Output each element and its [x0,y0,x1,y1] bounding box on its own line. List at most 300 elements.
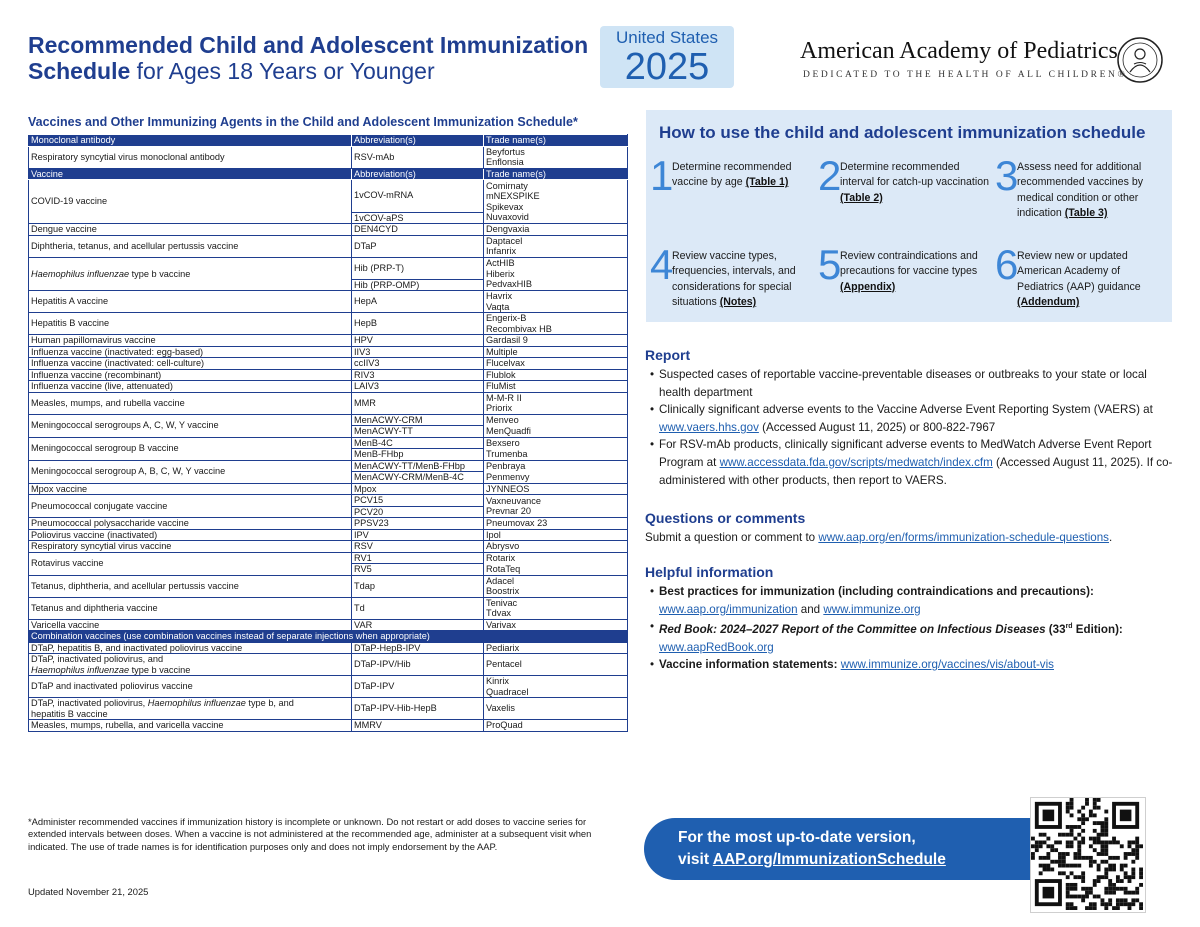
trade-name-line: Priorix [486,403,513,413]
table-row [29,676,628,698]
trade-names [484,346,628,358]
step-text: Determine recommended vaccine by age (Table 1) [672,161,792,189]
vaccine-name-line: Human papillomavirus vaccine [31,335,156,345]
vaccine-name-line: Varicella vaccine [31,619,100,630]
abbreviation-line: IIV3 [354,346,371,357]
vaccine-abbreviation [352,518,484,530]
vaccine-name [29,642,352,654]
trade-name-line: Infanrix [486,246,517,256]
vaccine-name-line: hepatitis B vaccine [31,708,108,719]
step-number: 3 [995,152,1019,199]
vaccine-name-line: Pneumococcal polysaccharide vaccine [31,518,189,528]
table-row [29,541,628,553]
report-list [652,366,1177,489]
vaccine-name-line: Mpox vaccine [31,483,88,494]
vaccine-abbreviation [352,257,484,291]
vaccine-abbreviation [352,146,484,168]
abbreviation-line: RV5 [352,563,483,575]
vaccine-name-line: Influenza vaccine (inactivated: cell-culture) [31,358,205,368]
trade-name-line: Flucelvax [486,358,525,368]
trade-names [484,720,628,732]
column-header: Vaccine [29,168,352,180]
vaccine-name [29,313,352,335]
trade-name-line: Engerix-B [486,313,527,323]
trade-name-line: Dengvaxia [486,224,530,234]
trade-name-line: Daptacel [486,235,523,246]
vaccine-abbreviation [352,313,484,335]
vaccine-name [29,619,352,631]
table-row [29,146,628,168]
helpful-list [652,583,1177,674]
table-row [29,224,628,236]
trade-names [484,676,628,698]
vaccine-abbreviation [352,483,484,495]
trade-name-line: PedvaxHIB [486,279,532,289]
abbreviation-line: DTaP-IPV-Hib-HepB [354,703,437,714]
vaccine-name [29,180,352,224]
vaccine-name [29,335,352,347]
vaccine-abbreviation [352,235,484,257]
trade-name-line: Abrysvo [486,541,520,551]
trade-name-line: Boostrix [486,586,520,596]
vaccine-name [29,358,352,370]
vaccine-name-line: COVID-19 vaccine [31,196,108,207]
table-row [29,720,628,732]
table-row [29,495,628,518]
column-header: Monoclonal antibody [29,135,352,147]
step-text: Review contraindications and precautions for vaccine types (Appendix) [840,250,978,293]
abbreviation-line: MenACWY-CRM [354,414,423,425]
vaccine-abbreviation [352,676,484,698]
aap-immunization-link[interactable]: www.aap.org/immunization [659,602,798,616]
vaccine-name-line: Diphtheria, tetanus, and acellular pertussis vaccine [31,240,239,251]
vaccine-name-line: Pneumococcal conjugate vaccine [31,500,168,511]
questions-link[interactable]: www.aap.org/en/forms/immunization-schedule-questions [818,531,1109,544]
trade-names [484,257,628,291]
step-link[interactable]: (Table 3) [1064,207,1108,220]
trade-names [484,518,628,530]
trade-name-line: Recombivax HB [486,323,552,334]
table-row [29,235,628,257]
abbreviation-line: 1vCOV-mRNA [354,190,414,200]
how-to-title: How to use the child and adolescent immunization schedule [659,123,1146,142]
vaccine-abbreviation [352,414,484,437]
vaccine-abbreviation [352,552,484,575]
vaccine-abbreviation [352,369,484,381]
trade-name-line: Vaxneuvance [486,495,541,506]
abbreviation-line: Mpox [354,483,377,494]
table-title: Vaccines and Other Immunizing Agents in the Child and Adolescent Immunization Schedule* [28,115,578,129]
vaccine-abbreviation [352,541,484,553]
report-item-2: • Clinically significant adverse events to the Vaccine Adverse Event Reporting System (VAERS) at www.vaers.hhs.gov (Accessed August 11, 2025) or 800-822-7967 [652,401,1177,436]
trade-name-line: Gardasil 9 [486,335,528,345]
vaccine-name-line: Meningococcal serogroups A, C, W, Y vaccine [31,420,219,431]
abbreviation-line: MenB-FHbp [352,448,483,460]
trade-name-line: Vaqta [486,301,510,312]
vis-link[interactable]: www.immunize.org/vaccines/vis/about-vis [840,658,1054,672]
vaccine-name [29,529,352,541]
year-badge [600,26,734,88]
vaccine-name-line: Influenza vaccine (recombinant) [31,369,162,380]
vaccine-abbreviation [352,358,484,370]
trade-name-line: Multiple [486,346,518,357]
abbreviation-line: MenB-4C [354,437,393,448]
abbreviation-line: RV1 [354,552,372,563]
abbreviation-line: PCV20 [352,506,483,518]
abbreviation-line: MenACWY-TT/MenB-FHbp [354,460,465,471]
vaccine-name [29,257,352,291]
trade-names [484,313,628,335]
step-link[interactable]: (Table 2) [840,191,883,204]
vaccine-abbreviation [352,654,484,676]
column-header: Abbreviation(s) [352,135,484,147]
vaccine-name [29,235,352,257]
table-row [29,346,628,358]
trade-names [484,224,628,236]
vaccine-name [29,369,352,381]
trade-names [484,698,628,720]
trade-names [484,483,628,495]
vaccine-name [29,698,352,720]
trade-name-line: Ipol [486,529,501,540]
trade-names [484,575,628,597]
vaccine-abbreviation [352,460,484,483]
vaccine-name-line: DTaP, inactivated poliovirus, and [31,654,164,664]
table-row [29,518,628,530]
trade-names [484,369,628,381]
table-row [29,180,628,224]
vaccine-abbreviation [352,575,484,597]
vaccine-abbreviation [352,437,484,460]
combination-header: Combination vaccines (use combination vaccines instead of separate injections when appropriate) [29,631,628,643]
step-3 [995,152,1165,228]
report-heading: Report [645,347,691,363]
abbreviation-line: DTaP [354,240,377,251]
abbreviation-line: DTaP-HepB-IPV [354,642,421,653]
helpful-heading: Helpful information [645,564,774,580]
questions-text: Submit a question or comment to www.aap.org/en/forms/immunization-schedule-questions. [645,531,1113,544]
step-number: 4 [650,241,674,288]
abbreviation-line: MenACWY-CRM/MenB-4C [352,471,483,483]
vaccine-name [29,720,352,732]
step-number: 2 [818,152,842,199]
abbreviation-line: RSV [354,541,373,551]
trade-names [484,495,628,518]
questions-heading: Questions or comments [645,510,806,526]
trade-name-line: Tdvax [486,608,512,618]
vaccine-abbreviation [352,224,484,236]
abbreviation-line: PCV15 [354,495,384,505]
vaccine-abbreviation [352,642,484,654]
abbreviation-line: VAR [354,619,373,630]
vaccine-name [29,392,352,414]
vaccine-abbreviation [352,335,484,347]
abbreviation-line: HepA [354,296,377,307]
vaccine-name [29,437,352,460]
vaccine-table [28,134,628,732]
trade-names [484,437,628,460]
trade-name-line: Adacel [486,575,515,586]
helpful-item-1: • Best practices for immunization (including contraindications and precautions): www.aap.org/immunization and www.immunize.org [652,583,1177,618]
trade-names [484,552,628,575]
abbreviation-line: ccIIV3 [354,358,380,368]
vaccine-name [29,146,352,168]
trade-name-line: Flublok [486,369,516,380]
trade-name-line: Menveo [486,415,519,425]
trade-name-line: ProQuad [486,720,523,730]
table-row [29,291,628,313]
org-name: American Academy of Pediatrics [800,38,1118,64]
vaccine-name-line: Hepatitis A vaccine [31,296,109,307]
step-text: Review vaccine types, frequencies, intervals, and considerations for special situations (Notes) [672,250,796,309]
vaccine-name [29,224,352,236]
vaccine-abbreviation [352,346,484,358]
trade-name-line: Tenivac [486,597,518,608]
vaccine-name-line: Measles, mumps, rubella, and varicella vaccine [31,720,224,730]
trade-names [484,642,628,654]
vaccine-name-line: Poliovirus vaccine (inactivated) [31,529,158,540]
vaccine-abbreviation [352,698,484,720]
trade-name-line: Comirnaty [486,180,528,191]
trade-name-line: Quadracel [486,686,529,697]
vaccine-name [29,291,352,313]
step-text: Determine recommended interval for catch-up vaccination (Table 2) [840,161,989,204]
abbreviation-line: DEN4CYD [354,224,398,234]
step-5 [818,241,988,317]
vaccine-name-line: Haemophilus influenzae type b vaccine [31,664,191,675]
page-title [28,32,598,84]
vaccine-name-line: Influenza vaccine (live, attenuated) [31,381,173,391]
vaccine-name-line: Haemophilus influenzae type b vaccine [31,268,191,279]
vaccine-name [29,597,352,619]
step-number: 6 [995,241,1019,288]
vaccine-abbreviation [352,619,484,631]
step-number: 5 [818,241,842,288]
trade-name-line: Penmenvy [486,471,530,482]
vaccine-name-line: Tetanus, diphtheria, and acellular pertussis vaccine [31,580,239,591]
trade-names [484,335,628,347]
step-link[interactable]: (Addendum) [1017,296,1080,309]
trade-name-line: Pentacel [486,659,522,670]
abbreviation-line: Td [354,602,365,613]
table-section-header [29,168,628,180]
qr-code-icon[interactable] [1030,797,1146,913]
step-6 [995,241,1165,317]
vaers-link[interactable]: www.vaers.hhs.gov [659,420,759,434]
vaccine-name [29,518,352,530]
trade-names [484,358,628,370]
trade-name-line: Hiberix [486,268,515,279]
report-item-1: • Suspected cases of reportable vaccine-preventable diseases or outbreaks to your state or local health department [652,366,1177,401]
redbook-link[interactable]: www.aapRedBook.org [659,640,774,654]
trade-names [484,291,628,313]
abbreviation-line: DTaP-IPV [354,681,395,692]
trade-name-line: Enflonsia [486,157,524,167]
table-row [29,698,628,720]
medwatch-link[interactable]: www.accessdata.fda.gov/scripts/medwatch/index.cfm [719,455,993,469]
table-row [29,529,628,541]
step-1 [650,152,820,228]
vaccine-name [29,541,352,553]
table-row [29,642,628,654]
vaccine-name [29,552,352,575]
step-2 [818,152,989,228]
title-line1: Recommended Child and Adolescent Immunization [28,32,589,58]
title-line2-bold: Schedule [28,58,131,84]
vaccine-abbreviation [352,720,484,732]
abbreviation-line: MMR [354,397,376,408]
table-row [29,460,628,483]
cta-line1: For the most up-to-date version, [678,829,916,846]
report-item-3: • For RSV-mAb products, clinically significant adverse events to MedWatch Adverse Event Report Program at www.accessdata.fda.gov/scripts/medwatch/index.cfm (Accessed August 11, 2025). If co-administered with other products, then report to VAERS. [652,436,1177,489]
vaccine-name-line: Tetanus and diphtheria vaccine [31,602,158,613]
table-row [29,597,628,619]
trade-name-line: Rotarix [486,553,516,563]
trade-name-line: Vaxelis [486,703,515,714]
step-4 [650,241,820,317]
abbreviation-line: LAIV3 [354,381,380,391]
abbreviation-line: IPV [354,529,369,540]
vaccine-name [29,676,352,698]
trade-name-line: mNEXSPIKE [486,191,540,201]
table-row [29,313,628,335]
vaccine-name [29,575,352,597]
abbreviation-line: Hib (PRP-T) [354,262,405,273]
trade-names [484,180,628,224]
trade-names [484,597,628,619]
table-row [29,381,628,393]
trade-names [484,541,628,553]
trade-name-line: ActHIB [486,258,515,268]
abbreviation-line: RIV3 [354,369,375,380]
column-header: Trade name(s) [484,135,628,147]
column-header: Abbreviation(s) [352,168,484,180]
abbreviation-line: Tdap [354,580,375,591]
table-row [29,414,628,437]
table-row [29,575,628,597]
table-row [29,483,628,495]
vaccine-name [29,483,352,495]
vaccine-name-line: Measles, mumps, and rubella vaccine [31,397,185,408]
year-label: 2025 [624,46,710,88]
vaccine-name-line: Dengue vaccine [31,224,97,234]
title-line2-rest: for Ages 18 Years or Younger [130,58,435,84]
vaccine-abbreviation [352,392,484,414]
vaccine-name [29,495,352,518]
abbreviation-line: PPSV23 [354,518,389,528]
step-text: Review new or updated American Academy of Pediatrics (AAP) guidance (Addendum) [1017,250,1141,309]
step-link[interactable]: (Notes) [719,296,757,309]
abbreviation-line: MenACWY-TT [352,425,483,437]
trade-names [484,381,628,393]
trade-names [484,235,628,257]
step-link[interactable]: (Table 1) [745,176,789,189]
table-footnote: *Administer recommended vaccines if immunization history is incomplete or unknown. Do not restart or add doses to vaccine series for extended intervals between doses. When a vaccine is not administered at the recommended age, administer at a subsequent visit when indicated. The use of trade names is for identification purposes only and does not imply endorsement by the AAP. [28,816,592,852]
vaccine-name-line: Rotavirus vaccine [31,558,104,569]
vaccine-name-line: Respiratory syncytial virus vaccine [31,541,172,551]
table-row [29,619,628,631]
vaccine-abbreviation [352,180,484,224]
trade-name-line: Varivax [486,619,516,630]
cta-line2: visit AAP.org/ImmunizationSchedule [678,851,946,868]
table-row [29,654,628,676]
vaccine-name-line: Influenza vaccine (inactivated: egg-based) [31,346,204,357]
schedule-link[interactable]: AAP.org/ImmunizationSchedule [712,851,946,868]
trade-name-line: JYNNEOS [486,483,530,494]
table-row [29,437,628,460]
table-row [29,257,628,291]
vaccine-abbreviation [352,529,484,541]
immunize-link[interactable]: www.immunize.org [823,602,921,616]
abbreviation-line: HepB [354,318,377,329]
table-row [29,552,628,575]
trade-name-line: Penbraya [486,461,526,471]
trade-name-line: Nuvaxovid [486,212,529,222]
table-row [29,369,628,381]
vaccine-name-line: Respiratory syncytial virus monoclonal antibody [31,151,225,162]
trade-name-line: Havrix [486,291,513,301]
step-number: 1 [650,152,674,199]
table-row [29,358,628,370]
table-section-header [29,135,628,147]
vaccine-name [29,381,352,393]
table-row [29,392,628,414]
trade-names [484,654,628,676]
aap-seal-icon [1116,36,1164,84]
trade-names [484,146,628,168]
trade-name-line: MenQuadfi [486,425,531,436]
table-row [29,335,628,347]
trade-names [484,392,628,414]
vaccine-name-line: Meningococcal serogroup A, B, C, W, Y vaccine [31,466,226,477]
trade-names [484,414,628,437]
trade-names [484,619,628,631]
trade-name-line: M-M-R II [486,392,522,403]
trade-name-line: Pneumovax 23 [486,518,548,528]
trade-name-line: Spikevax [486,201,524,212]
trade-name-line: Bexsero [486,438,520,448]
abbreviation-line: 1vCOV-aPS [352,212,483,224]
trade-name-line: Kinrix [486,676,509,686]
vaccine-name-line: DTaP, hepatitis B, and inactivated poliovirus vaccine [31,642,243,653]
vaccine-abbreviation [352,597,484,619]
updated-date: Updated November 21, 2025 [28,886,149,897]
helpful-item-3: • Vaccine information statements: www.immunize.org/vaccines/vis/about-vis [652,656,1177,674]
abbreviation-line: MMRV [354,720,382,730]
column-header: Trade name(s) [484,168,628,180]
abbreviation-line: Hib (PRP-OMP) [352,279,483,291]
abbreviation-line: HPV [354,335,373,345]
vaccine-abbreviation [352,291,484,313]
vaccine-name [29,460,352,483]
vaccine-abbreviation [352,381,484,393]
trade-names [484,460,628,483]
trade-name-line: Beyfortus [486,146,525,157]
step-text: Assess need for additional recommended vaccines by medical condition or other indication (Table 3) [1017,161,1144,220]
table-section-header [29,631,628,643]
abbreviation-line: RSV-mAb [354,151,395,162]
vaccine-abbreviation [352,495,484,518]
vaccine-name [29,346,352,358]
vaccine-name-line: DTaP, inactivated poliovirus, Haemophilus influenzae type b, and [31,698,294,708]
step-link[interactable]: (Appendix) [840,280,896,293]
abbreviation-line: DTaP-IPV/Hib [354,659,411,670]
vaccine-name [29,414,352,437]
country-label: United States [615,28,719,47]
trade-name-line: Trumenba [486,448,528,459]
trade-name-line: RotaTeq [486,563,521,574]
org-tagline: DEDICATED TO THE HEALTH OF ALL CHILDREN® [803,70,1128,80]
